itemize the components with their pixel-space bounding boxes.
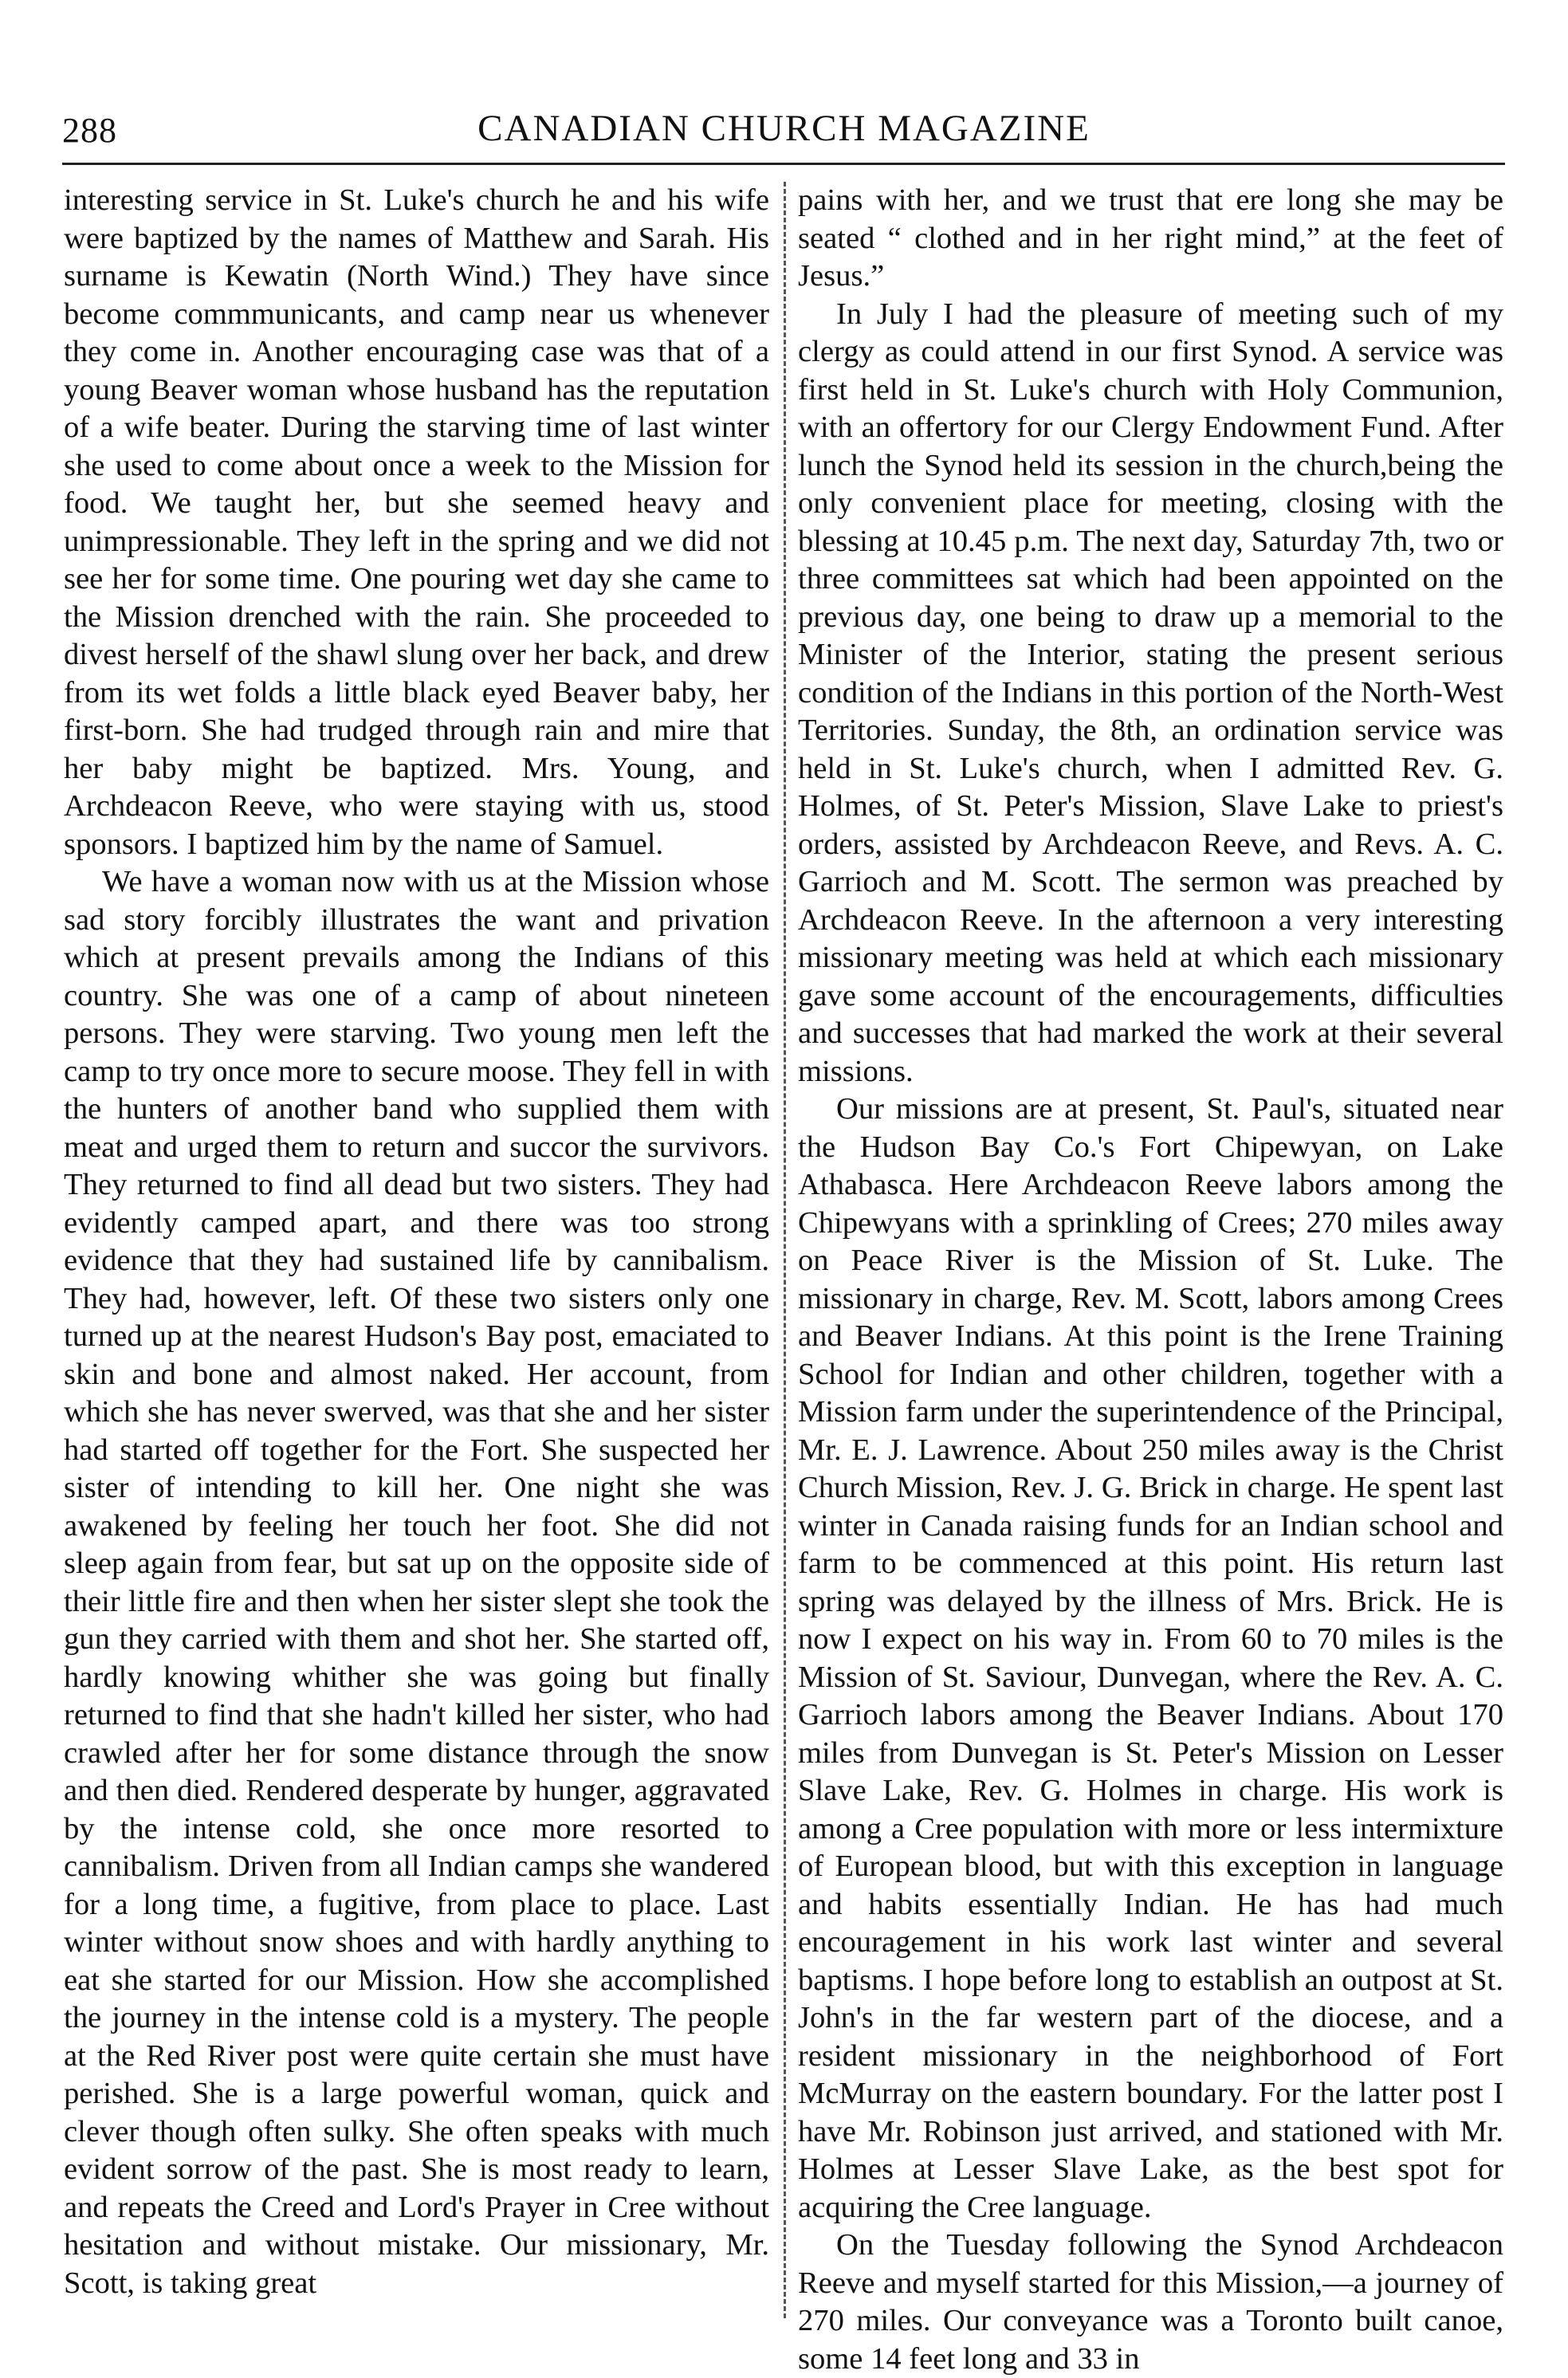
- header-rule: [62, 163, 1505, 165]
- left-paragraph-1: interesting service in St. Luke's church he and his wife were baptized by the names of Matthew and Sarah. His surname is Kewatin (North Wind.) They have since become commmunicants, and camp near us whenever they come in. Another encouraging case was that of a young Beaver woman whose husband has the reputation of a wife beater. During the starving time of last winter she used to come about once a week to the Mission for food. We taught her, but she seemed heavy and unimpressionable. They left in the spring and we did not see her for some time. One pouring wet day she came to the Mission drenched with the rain. She proceeded to divest herself of the shawl slung over her back, and drew from its wet folds a little black eyed Beaver baby, her first-born. She had trudged through rain and mire that her baby might be baptized. Mrs. Young, and Archdeacon Reeve, who were staying with us, stood sponsors. I baptized him by the name of Samuel.: [64, 183, 769, 861]
- right-paragraph-2: In July I had the pleasure of meeting such of my clergy as could attend in our first Synod. A service was first held in St. Luke's church with Holy Communion, with an offertory for our Clergy Endowment Fund. After lunch the Synod held its session in the church,being the only convenient place for meeting, closing with the blessing at 10.45 p.m. The next day, Saturday 7th, two or three committees sat which had been appointed on the previous day, one being to draw up a memorial to the Minister of the Interior, stating the present serious condition of the Indians in this portion of the North-West Territories. Sunday, the 8th, an ordination service was held in St. Luke's church, when I admitted Rev. G. Holmes, of St. Peter's Mission, Slave Lake to priest's orders, assisted by Archdeacon Reeve, and Revs. A. C. Garrioch and M. Scott. The sermon was preached by Archdeacon Reeve. In the afternoon a very interesting missionary meeting was held at which each missionary gave some account of the encouragements, difficulties and successes that had marked the work at their several missions.: [798, 297, 1503, 1088]
- page-header: [0, 0, 1568, 167]
- right-column: [798, 182, 1503, 2376]
- running-title: CANADIAN CHURCH MAGAZINE: [477, 108, 1091, 149]
- left-column: [64, 182, 769, 2326]
- right-paragraph-3: Our missions are at present, St. Paul's, situated near the Hudson Bay Co.'s Fort Chipewyan, on Lake Athabasca. Here Archdeacon Reeve labors among the Chipewyans with a sprinkling of Crees; 270 miles away on Peace River is the Mission of St. Luke. The missionary in charge, Rev. M. Scott, labors among Crees and Beaver Indians. At this point is the Irene Training School for Indian and other children, together with a Mission farm under the superintendence of the Principal, Mr. E. J. Lawrence. About 250 miles away is the Christ Church Mission, Rev. J. G. Brick in charge. He spent last winter in Canada raising funds for an Indian school and farm to be commenced at this point. His return last spring was delayed by the illness of Mrs. Brick. He is now I expect on his way in. From 60 to 70 miles is the Mission of St. Saviour, Dunvegan, where the Rev. A. C. Garrioch labors among the Beaver Indians. About 170 miles from Dunvegan is St. Peter's Mission on Lesser Slave Lake, Rev. G. Holmes in charge. His work is among a Cree population with more or less intermixture of European blood, but with this exception in language and habits essentially Indian. He has had much encouragement in his work last winter and several baptisms. I hope before long to establish an outpost at St. John's in the far western part of the diocese, and a resident missionary in the neighborhood of Fort McMurray on the eastern boundary. For the latter post I have Mr. Robinson just arrived, and stationed with Mr. Holmes at Lesser Slave Lake, as the best spot for acquiring the Cree language.: [798, 1092, 1503, 2224]
- right-paragraph-4: On the Tuesday following the Synod Archdeacon Reeve and myself started for this Mission,—a journey of 270 miles. Our conveyance was a Toronto built canoe, some 14 feet long and 33 in: [798, 2228, 1503, 2376]
- page-number: 288: [62, 111, 117, 150]
- column-divider: [784, 182, 786, 2318]
- right-paragraph-1: pains with her, and we trust that ere long she may be seated “ clothed and in her right mind,” at the feet of Jesus.”: [798, 183, 1503, 293]
- left-paragraph-2: We have a woman now with us at the Mission whose sad story forcibly illustrates the want and privation which at present prevails among the Indians of this country. She was one of a camp of about nineteen persons. They were starving. Two young men left the camp to try once more to secure moose. They fell in with the hunters of another band who supplied them with meat and urged them to return and succor the survivors. They returned to find all dead but two sisters. They had evidently camped apart, and there was too strong evidence that they had sustained life by cannibalism. They had, however, left. Of these two sisters only one turned up at the nearest Hudson's Bay post, emaciated to skin and bone and almost naked. Her account, from which she has never swerved, was that she and her sister had started off together for the Fort. She suspected her sister of intending to kill her. One night she was awakened by feeling her touch her foot. She did not sleep again from fear, but sat up on the opposite side of their little fire and then when her sister slept she took the gun they carried with them and shot her. She started off, hardly knowing whither she was going but finally returned to find that she hadn't killed her sister, who had crawled after her for some distance through the snow and then died. Rendered desperate by hunger, aggravated by the intense cold, she once more resorted to cannibalism. Driven from all Indian camps she wandered for a long time, a fugitive, from place to place. Last winter without snow shoes and with hardly anything to eat she started for our Mission. How she accomplished the journey in the intense cold is a mystery. The people at the Red River post were quite certain she must have perished. She is a large powerful woman, quick and clever though often sulky. She often speaks with much evident sorrow of the past. She is most ready to learn, and repeats the Creed and Lord's Prayer in Cree without hesitation and without mistake. Our missionary, Mr. Scott, is taking great: [64, 865, 769, 2300]
